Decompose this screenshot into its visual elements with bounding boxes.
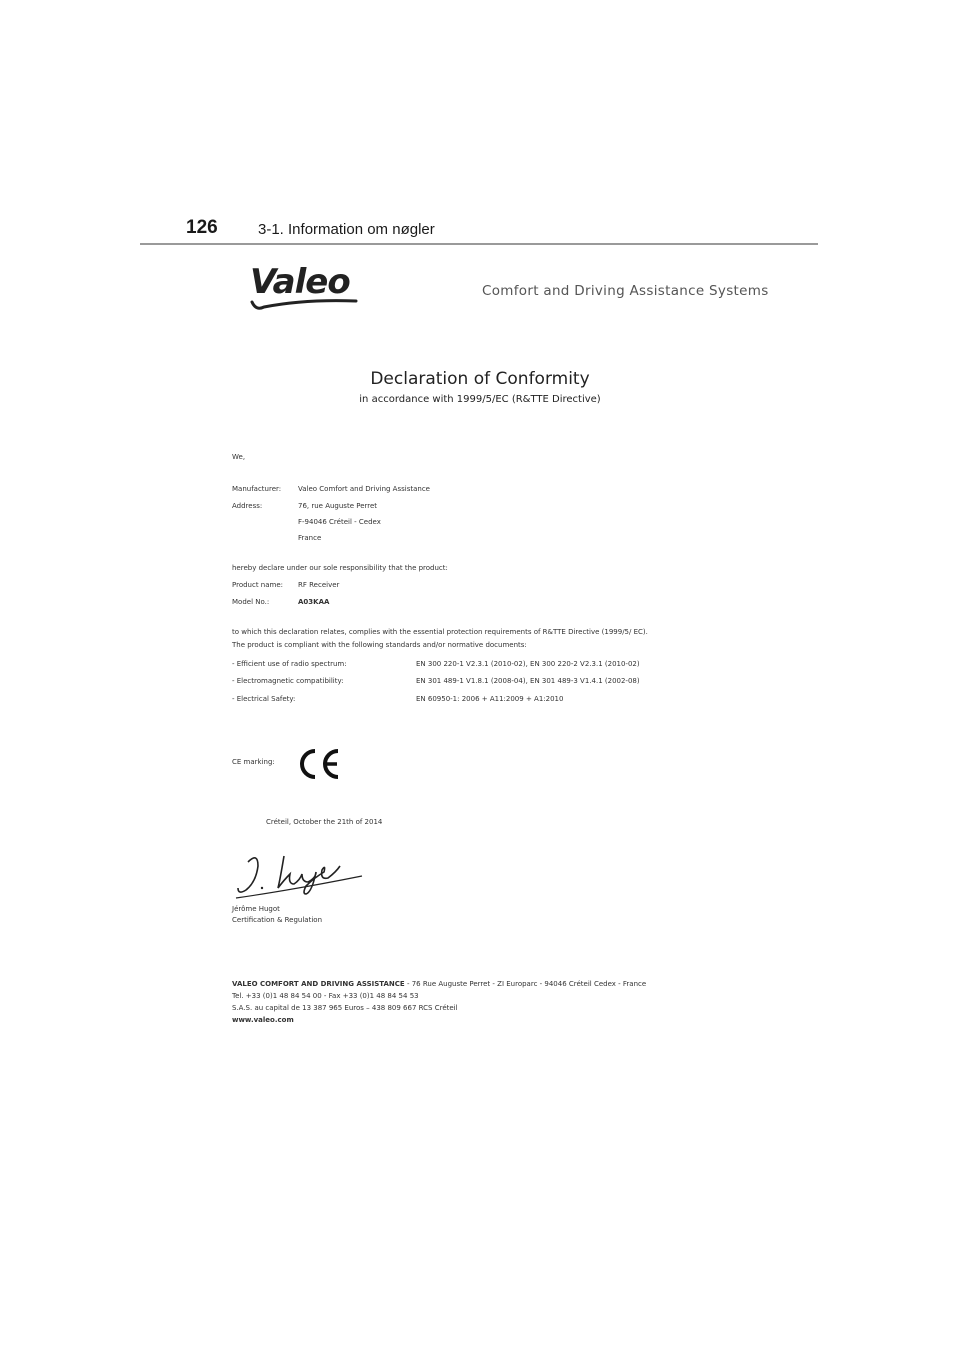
- footer-website: www.valeo.com: [232, 1016, 294, 1024]
- ce-mark-icon: [296, 748, 342, 780]
- declare-text: hereby declare under our sole responsibility that the product:: [232, 564, 448, 572]
- standard-value-radio: EN 300 220-1 V2.3.1 (2010-02), EN 300 220-2 V2.3.1 (2010-02): [416, 660, 640, 668]
- we-text: We,: [232, 453, 246, 461]
- footer-capital-line: S.A.S. au capital de 13 387 965 Euros – 438 809 667 RCS Créteil: [232, 1004, 458, 1012]
- compliant-text: The product is compliant with the following standards and/or normative documents:: [232, 641, 527, 649]
- signatory-name: Jérôme Hugot: [232, 905, 280, 913]
- footer-company-line: [232, 980, 646, 988]
- address-label: Address:: [232, 502, 263, 510]
- ce-marking-label: CE marking:: [232, 758, 275, 766]
- signatory-title: Certification & Regulation: [232, 916, 323, 924]
- product-name-value: RF Receiver: [298, 581, 340, 589]
- relates-text: to which this declaration relates, complies with the essential protection requirements of R&TTE Directive (1999/5/ EC).: [232, 628, 648, 636]
- standard-label-radio: - Efficient use of radio spectrum:: [232, 660, 347, 668]
- footer-company-name: VALEO COMFORT AND DRIVING ASSISTANCE: [232, 980, 405, 988]
- standard-label-safety: - Electrical Safety:: [232, 695, 296, 703]
- address-line-2: F-94046 Créteil - Cedex: [298, 518, 381, 526]
- address-line-1: 76, rue Auguste Perret: [298, 502, 378, 510]
- standard-value-emc: EN 301 489-1 V1.8.1 (2008-04), EN 301 489-3 V1.4.1 (2002-08): [416, 677, 640, 685]
- address-line-3: France: [298, 534, 322, 542]
- valeo-logo: [250, 262, 360, 314]
- manufacturer-value: Valeo Comfort and Driving Assistance: [298, 485, 430, 493]
- standard-label-emc: - Electromagnetic compatibility:: [232, 677, 344, 685]
- product-name-label: Product name:: [232, 581, 284, 589]
- declaration-title: Declaration of Conformity: [370, 369, 590, 389]
- letterhead-tagline: Comfort and Driving Assistance Systems: [482, 283, 769, 299]
- section-title: 3-1. Information om nøgler: [258, 221, 435, 238]
- standard-value-safety: EN 60950-1: 2006 + A11:2009 + A1:2010: [416, 695, 564, 703]
- signature-icon: [232, 850, 367, 902]
- place-date: Créteil, October the 21th of 2014: [266, 818, 383, 826]
- logo-wordmark: Valeo: [250, 262, 350, 302]
- header-rule: [140, 243, 818, 245]
- model-label: Model No.:: [232, 598, 270, 606]
- manufacturer-label: Manufacturer:: [232, 485, 282, 493]
- model-value: A03KAA: [298, 598, 330, 606]
- page-number: 126: [186, 217, 218, 238]
- footer-tel-line: Tel. +33 (0)1 48 84 54 00 - Fax +33 (0)1 48 84 54 53: [232, 992, 419, 1000]
- logo-swoosh-icon: [250, 298, 360, 314]
- declaration-subtitle: in accordance with 1999/5/EC (R&TTE Directive): [359, 394, 601, 405]
- footer-company-address: - 76 Rue Auguste Perret - ZI Europarc - 94046 Créteil Cedex - France: [404, 980, 647, 988]
